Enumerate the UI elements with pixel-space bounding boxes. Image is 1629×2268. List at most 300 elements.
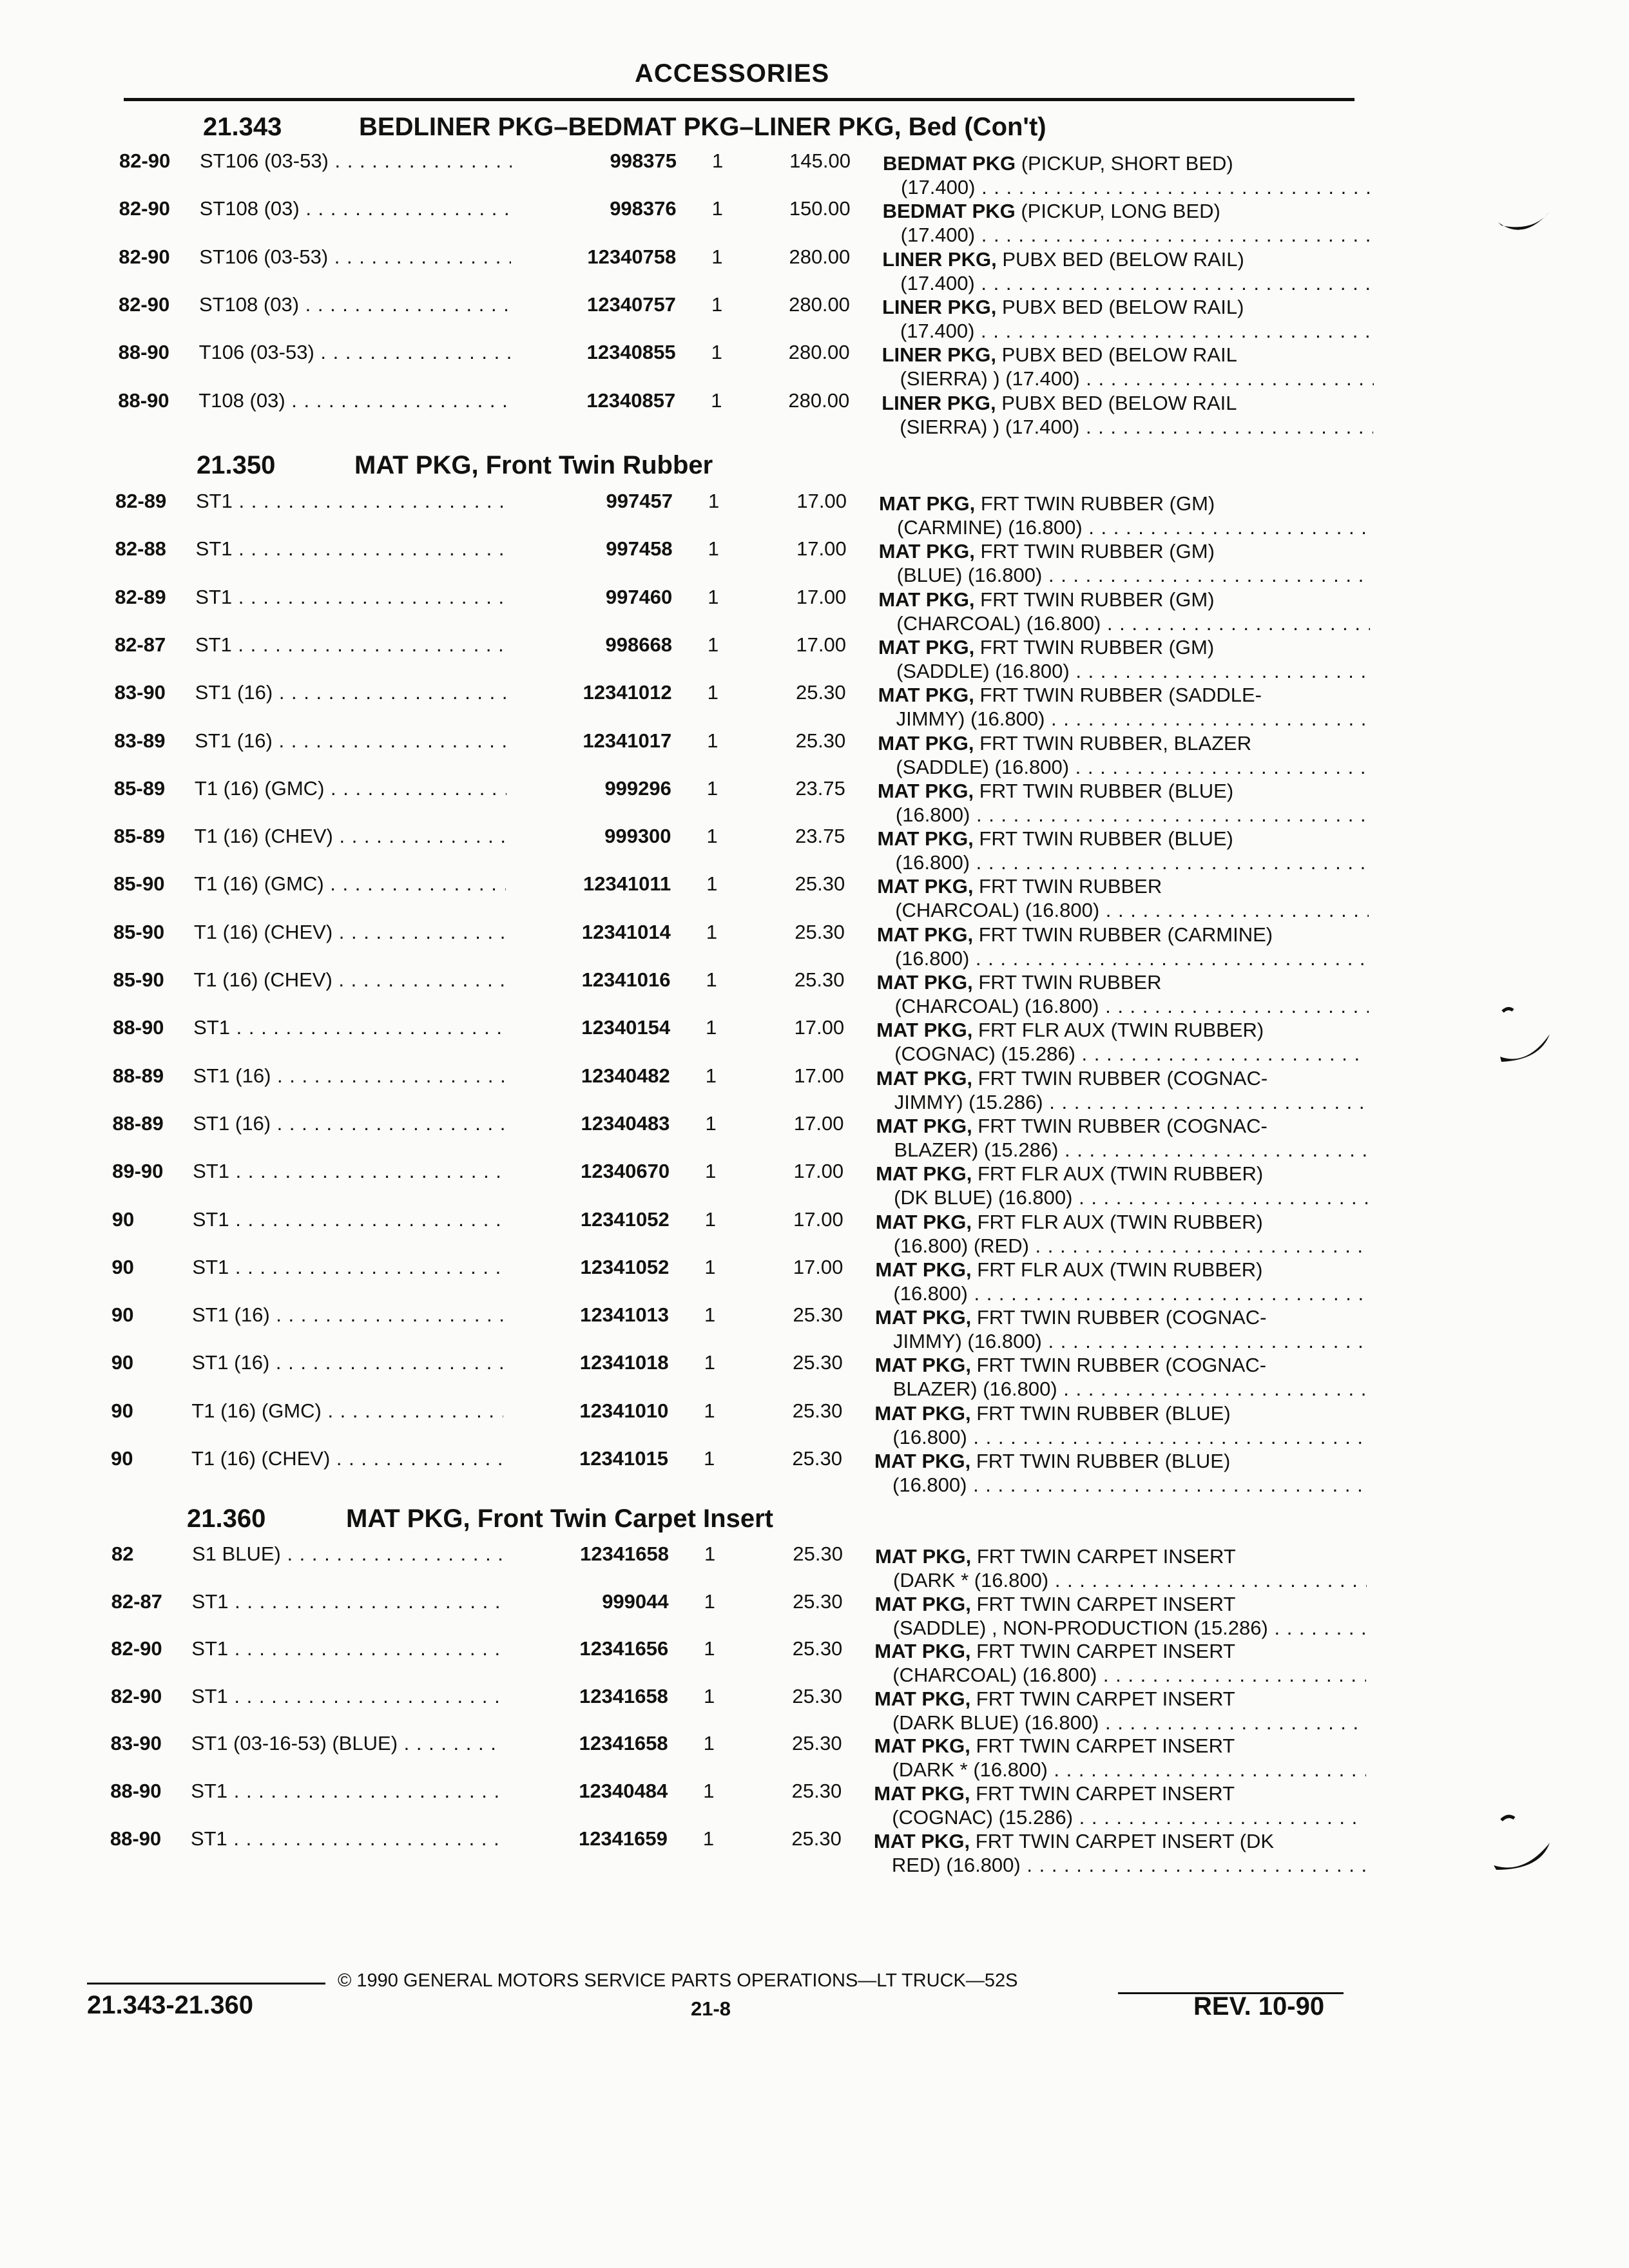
description-cell: [882, 247, 1359, 295]
table-row: [0, 149, 1629, 197]
table-row: [0, 1447, 1629, 1495]
part-number-cell: 12341016: [506, 968, 671, 992]
quantity-cell: 1: [704, 1447, 715, 1470]
section-number: 21.343: [203, 113, 282, 141]
price-cell: 280.00: [789, 245, 851, 268]
quantity-cell: 1: [711, 197, 723, 220]
description-continuation: [879, 563, 1371, 587]
price-cell: 25.30: [792, 1637, 843, 1660]
price-cell: 25.30: [792, 1732, 842, 1755]
years-cell: 90: [111, 1303, 134, 1327]
table-row: [0, 1160, 1629, 1207]
description-keyword: MAT PKG,: [876, 1162, 972, 1186]
quantity-cell: 1: [706, 825, 718, 848]
price-cell: 25.30: [792, 1684, 842, 1707]
description-continuation-text: (17.400): [900, 224, 976, 247]
description-keyword: MAT PKG,: [874, 1401, 971, 1425]
description-cell: [883, 199, 1360, 247]
description-text: FRT TWIN RUBBER (BLUE): [974, 779, 1234, 802]
description-text: FRT TWIN RUBBER (GM): [974, 588, 1215, 611]
description-text: (PICKUP, LONG BED): [1015, 200, 1220, 223]
quantity-cell: 1: [703, 1780, 715, 1802]
price-cell: 17.00: [794, 1064, 844, 1087]
price-cell: 17.00: [796, 633, 846, 656]
description-continuation: [877, 947, 1369, 970]
description-cell: [874, 1829, 1351, 1877]
description-text: FRT TWIN RUBBER: [973, 875, 1162, 898]
price-cell: 25.30: [795, 872, 845, 896]
part-number-cell: 997460: [507, 586, 672, 609]
part-number-cell: 997458: [508, 537, 673, 561]
description-keyword: MAT PKG,: [877, 875, 974, 898]
years-cell: 82-89: [115, 585, 166, 608]
description-continuation-text: (DARK * (16.800): [893, 1569, 1049, 1591]
quantity-cell: 1: [704, 1542, 716, 1565]
model-text: ST1 (16): [192, 1303, 270, 1327]
description-keyword: MAT PKG,: [874, 1450, 971, 1472]
price-cell: 17.00: [793, 1255, 843, 1278]
description-cell: [879, 539, 1356, 587]
description-continuation: [878, 659, 1370, 683]
description-cell: [882, 295, 1359, 343]
model-text: T106 (03-53): [198, 341, 314, 364]
model-text: ST1: [195, 537, 233, 561]
description-cell: [882, 343, 1359, 390]
years-cell: 82-87: [111, 1590, 162, 1613]
model-text: ST1: [196, 490, 233, 512]
price-cell: 17.00: [793, 1207, 843, 1231]
quantity-cell: 1: [711, 245, 723, 268]
part-number-cell: 998376: [512, 197, 677, 220]
part-number-cell: 997457: [508, 490, 673, 513]
section-number: 21.350: [197, 451, 276, 479]
description-keyword: MAT PKG,: [874, 1592, 971, 1615]
description-text: FRT TWIN RUBBER (BLUE): [970, 1450, 1231, 1472]
description-text: FRT TWIN RUBBER, BLAZER: [974, 731, 1252, 754]
model-text: ST1: [195, 585, 233, 608]
table-row: [0, 1303, 1629, 1351]
years-cell: 82: [111, 1542, 134, 1565]
description-keyword: MAT PKG,: [875, 1306, 972, 1329]
description-keyword: MAT PKG,: [876, 1066, 973, 1090]
description-continuation: [874, 1425, 1366, 1449]
model-text: ST108 (03): [199, 197, 300, 220]
description-keyword: MAT PKG,: [874, 1735, 970, 1758]
quantity-cell: 1: [705, 1064, 717, 1087]
description-continuation-text: (16.800): [895, 803, 970, 826]
description-continuation: [878, 850, 1369, 874]
years-cell: 82-87: [114, 633, 166, 656]
description-continuation: [877, 994, 1369, 1018]
description-cell: [875, 1305, 1352, 1353]
quantity-cell: 1: [703, 1732, 715, 1755]
years-cell: 83-89: [114, 729, 166, 752]
description-continuation-text: (16.800): [894, 947, 970, 970]
section-header: [187, 1504, 1153, 1538]
model-text: ST1 (03-16-53) (BLUE): [191, 1732, 398, 1755]
table-row: [0, 293, 1629, 341]
description-continuation: [882, 367, 1374, 390]
quantity-cell: 1: [705, 1160, 717, 1183]
description-text: FRT FLR AUX (TWIN RUBBER): [971, 1258, 1263, 1281]
description-cell: [874, 1734, 1351, 1782]
part-number-cell: 999044: [504, 1590, 669, 1613]
description-text: FRT FLR AUX (TWIN RUBBER): [972, 1210, 1263, 1233]
model-text: T1 (16) (GMC): [194, 872, 324, 896]
description-continuation: [876, 1234, 1367, 1258]
table-row: [0, 1064, 1629, 1112]
description-text: PUBX BED (BELOW RAIL): [996, 247, 1244, 271]
table-row: [0, 197, 1629, 245]
table-row: [0, 1685, 1629, 1733]
description-continuation-text: (16.800): [893, 1282, 968, 1305]
model-text: ST1 (16): [195, 681, 273, 704]
description-cell: [878, 635, 1355, 683]
quantity-cell: 1: [708, 537, 719, 561]
model-text: T108 (03): [198, 389, 285, 412]
description-text: FRT TWIN CARPET INSERT: [970, 1687, 1235, 1710]
years-cell: 82-89: [115, 490, 167, 512]
description-continuation-text: (CHARCOAL) (16.800): [894, 995, 1099, 1017]
years-cell: 90: [111, 1399, 133, 1422]
quantity-cell: 1: [703, 1684, 715, 1707]
description-continuation-text: (CARMINE) (16.800): [897, 516, 1083, 539]
description-text: FRT TWIN CARPET INSERT: [970, 1640, 1236, 1663]
price-cell: 25.30: [795, 920, 845, 943]
model-text: T1 (16) (CHEV): [191, 1447, 331, 1470]
description-keyword: MAT PKG,: [877, 779, 974, 802]
description-cell: [875, 1353, 1352, 1401]
description-cell: [878, 588, 1355, 635]
description-continuation: [875, 1616, 1367, 1640]
price-cell: 25.30: [793, 1590, 843, 1613]
description-continuation-text: (17.400): [900, 271, 975, 294]
description-keyword: MAT PKG,: [874, 1687, 971, 1710]
part-number-cell: 12341658: [503, 1732, 668, 1755]
description-continuation-text: (SADDLE) (16.800): [896, 659, 1070, 682]
description-keyword: MAT PKG,: [878, 588, 975, 611]
table-row: [0, 1590, 1629, 1638]
description-continuation: [874, 1853, 1365, 1877]
description-continuation: [874, 1663, 1366, 1687]
description-continuation: [882, 319, 1374, 343]
table-row: [0, 586, 1629, 633]
description-continuation-text: (COGNAC) (15.286): [894, 1043, 1075, 1066]
description-continuation-text: (BLUE) (16.800): [896, 564, 1043, 587]
quantity-cell: 1: [704, 1590, 715, 1613]
footer-page-number: 21-8: [691, 1997, 731, 2020]
description-continuation: [874, 1711, 1366, 1735]
description-cell: [882, 391, 1358, 439]
quantity-cell: 1: [707, 633, 719, 656]
binder-mark-icon: [1495, 1005, 1553, 1076]
years-cell: 89-90: [112, 1160, 164, 1183]
part-number-cell: 12340758: [511, 245, 676, 269]
price-cell: 25.30: [792, 1447, 842, 1470]
description-continuation-text: (16.800): [892, 1474, 967, 1496]
model-text: ST1: [193, 1016, 230, 1039]
quantity-cell: 1: [708, 585, 719, 608]
years-cell: 82-90: [111, 1637, 162, 1660]
page-title: ACCESSORIES: [635, 59, 830, 88]
description-cell: [877, 874, 1354, 922]
table-row: [0, 921, 1629, 968]
price-cell: 280.00: [789, 293, 850, 316]
description-continuation-text: (CHARCOAL) (16.800): [896, 611, 1101, 635]
price-cell: 17.00: [796, 585, 847, 608]
section-header: [197, 451, 1163, 485]
description-text: FRT TWIN CARPET INSERT (DK: [970, 1829, 1275, 1852]
description-continuation: [878, 611, 1370, 635]
table-row: [0, 1780, 1629, 1827]
description-text: FRT TWIN RUBBER (GM): [975, 492, 1215, 515]
description-cell: [876, 1018, 1353, 1066]
model-text: T1 (16) (GMC): [194, 776, 325, 800]
section-header: [203, 113, 1170, 146]
years-cell: 85-90: [113, 968, 164, 991]
section-title: MAT PKG, Front Twin Carpet Insert: [346, 1504, 773, 1533]
description-cell: [876, 1114, 1353, 1162]
section-number: 21.360: [187, 1504, 266, 1533]
model-text: T1 (16) (CHEV): [194, 825, 333, 848]
years-cell: 90: [111, 1207, 135, 1231]
description-continuation-text: (SIERRA) ) (17.400): [900, 367, 1080, 390]
description-continuation-text: (DK BLUE) (16.800): [894, 1186, 1073, 1209]
table-row: [0, 681, 1629, 729]
model-text: ST1 (16): [193, 1064, 271, 1087]
quantity-cell: 1: [706, 776, 718, 800]
years-cell: 88-90: [118, 389, 169, 412]
years-cell: 88-90: [113, 1016, 164, 1039]
years-cell: 85-90: [113, 920, 165, 943]
part-number-cell: 12341052: [505, 1208, 670, 1231]
quantity-cell: 1: [702, 1827, 715, 1850]
model-text: ST1: [191, 1780, 228, 1802]
price-cell: 280.00: [788, 389, 850, 412]
part-number-cell: 12340484: [503, 1780, 668, 1803]
description-keyword: BEDMAT PKG: [882, 200, 1016, 223]
description-keyword: LINER PKG,: [882, 391, 996, 414]
description-cell: [876, 1162, 1353, 1209]
part-number-cell: 12340670: [505, 1160, 670, 1183]
description-keyword: MAT PKG,: [877, 827, 974, 850]
description-text: FRT TWIN RUBBER: [972, 971, 1162, 994]
description-text: FRT TWIN CARPET INSERT: [970, 1735, 1235, 1758]
years-cell: 90: [111, 1351, 134, 1374]
table-row: [0, 825, 1629, 872]
model-text: ST1: [191, 1637, 229, 1660]
table-row: [0, 1542, 1629, 1590]
years-cell: 82-90: [119, 197, 170, 220]
table-row: [0, 1256, 1629, 1303]
section-title: BEDLINER PKG–BEDMAT PKG–LINER PKG, Bed (Con't): [359, 113, 1046, 141]
price-cell: 25.30: [794, 968, 845, 991]
description-continuation-text: JIMMY) (16.800): [896, 707, 1045, 731]
model-text: T1 (16) (CHEV): [193, 968, 333, 991]
description-cell: [875, 1592, 1352, 1640]
quantity-cell: 1: [706, 1016, 717, 1039]
years-cell: 82-90: [119, 245, 170, 268]
description-cell: [874, 1782, 1351, 1829]
footer-rule-left: [87, 1983, 325, 1984]
part-number-cell: 12341017: [506, 729, 671, 753]
description-keyword: MAT PKG,: [875, 1545, 972, 1568]
description-text: FRT TWIN CARPET INSERT: [971, 1545, 1236, 1568]
description-text: FRT TWIN RUBBER (CARMINE): [973, 923, 1273, 946]
model-text: ST1: [191, 1590, 229, 1613]
part-number-cell: 12340857: [510, 389, 675, 412]
model-text: ST1: [192, 1255, 229, 1278]
quantity-cell: 1: [706, 968, 717, 991]
description-text: FRT TWIN RUBBER (SADDLE-: [974, 684, 1262, 707]
price-cell: 25.30: [793, 1351, 843, 1374]
description-text: FRT TWIN RUBBER (COGNAC-: [972, 1114, 1268, 1137]
table-row: [0, 968, 1629, 1016]
model-text: ST1: [193, 1160, 229, 1183]
description-text: (PICKUP, SHORT BED): [1016, 152, 1233, 175]
description-cell: [875, 1544, 1352, 1592]
price-cell: 25.30: [795, 729, 846, 752]
part-number-cell: 12341013: [504, 1303, 669, 1327]
description-text: PUBX BED (BELOW RAIL): [996, 295, 1244, 318]
description-continuation-text: BLAZER) (15.286): [894, 1138, 1059, 1161]
quantity-cell: 1: [704, 1255, 716, 1278]
description-cell: [876, 1210, 1353, 1258]
quantity-cell: 1: [712, 149, 724, 172]
model-text: ST108 (03): [198, 293, 300, 316]
binder-mark-icon: [1495, 206, 1553, 245]
price-cell: 23.75: [795, 776, 845, 800]
part-number-cell: 999296: [506, 777, 671, 800]
price-cell: 280.00: [788, 341, 850, 364]
description-keyword: LINER PKG,: [882, 295, 997, 318]
description-keyword: MAT PKG,: [879, 492, 976, 515]
part-number-cell: 12340482: [505, 1064, 670, 1088]
section-title: MAT PKG, Front Twin Rubber: [354, 451, 713, 479]
table-row: [0, 777, 1629, 825]
description-continuation-text: (16.800): [895, 851, 970, 874]
part-number-cell: 998668: [507, 633, 672, 657]
description-continuation: [878, 803, 1369, 827]
table-row: [0, 633, 1629, 681]
years-cell: 82-90: [118, 293, 170, 316]
years-cell: 88-90: [110, 1827, 162, 1850]
quantity-cell: 1: [708, 490, 720, 512]
table-row: [0, 389, 1629, 437]
model-text: T1 (16) (GMC): [191, 1399, 322, 1422]
description-text: FRT TWIN RUBBER (BLUE): [970, 1401, 1231, 1425]
years-cell: 88-89: [112, 1064, 164, 1087]
description-continuation-text: JIMMY) (16.800): [893, 1330, 1042, 1353]
table-row: [0, 1827, 1629, 1875]
description-text: FRT TWIN RUBBER (BLUE): [973, 827, 1233, 850]
model-text: ST1: [191, 1684, 228, 1707]
footer-copyright: © 1990 GENERAL MOTORS SERVICE PARTS OPERATIONS—LT TRUCK—52S: [338, 1970, 1018, 1991]
price-cell: 17.00: [796, 537, 847, 561]
years-cell: 88-90: [118, 341, 169, 364]
part-number-cell: 12341658: [503, 1685, 668, 1708]
part-number-cell: 12340483: [505, 1112, 670, 1135]
description-keyword: MAT PKG,: [876, 923, 974, 946]
years-cell: 83-90: [114, 681, 166, 704]
description-cell: [878, 731, 1354, 779]
description-continuation: [879, 515, 1371, 539]
model-text: ST1 (16): [195, 729, 273, 752]
years-cell: 83-90: [110, 1732, 162, 1755]
price-cell: 17.00: [793, 1160, 844, 1183]
description-continuation: [883, 223, 1374, 247]
description-continuation: [882, 415, 1373, 439]
part-number-cell: 12340154: [505, 1016, 670, 1039]
quantity-cell: 1: [707, 681, 718, 704]
description-keyword: MAT PKG,: [878, 635, 975, 658]
table-row: [0, 872, 1629, 920]
model-text: T1 (16) (CHEV): [193, 920, 333, 943]
description-cell: [879, 492, 1356, 539]
part-number-cell: 12341014: [506, 921, 671, 944]
model-text: ST106 (03-53): [200, 149, 329, 172]
price-cell: 25.30: [793, 1303, 843, 1327]
model-text: ST106 (03-53): [199, 245, 329, 268]
description-cell: [878, 779, 1354, 827]
description-continuation: [875, 1568, 1367, 1592]
table-row: [0, 1016, 1629, 1064]
description-continuation-text: (CHARCOAL) (16.800): [892, 1664, 1097, 1687]
quantity-cell: 1: [704, 1399, 715, 1422]
part-number-cell: 12341015: [503, 1447, 668, 1470]
model-text: ST1: [195, 633, 232, 656]
model-text: S1 BLUE): [192, 1542, 281, 1565]
description-continuation: [874, 1758, 1366, 1782]
description-continuation-text: (CHARCOAL) (16.800): [895, 899, 1100, 922]
description-text: FRT TWIN CARPET INSERT: [970, 1592, 1236, 1615]
description-keyword: LINER PKG,: [882, 247, 997, 271]
part-number-cell: 12341011: [506, 872, 671, 896]
footer-revision: REV. 10-90: [1193, 1992, 1325, 2021]
top-rule: [124, 98, 1354, 101]
description-continuation-text: JIMMY) (15.286): [894, 1090, 1043, 1113]
years-cell: 85-89: [113, 825, 165, 848]
description-continuation-text: (16.800): [892, 1425, 967, 1448]
table-row: [0, 490, 1629, 537]
description-text: FRT FLR AUX (TWIN RUBBER): [972, 1162, 1264, 1186]
description-text: FRT TWIN RUBBER (GM): [974, 635, 1215, 658]
description-continuation: [875, 1377, 1367, 1401]
years-cell: 88-89: [112, 1111, 164, 1135]
description-continuation-text: (17.400): [901, 176, 976, 198]
description-cell: [876, 1066, 1353, 1114]
quantity-cell: 1: [707, 729, 718, 752]
description-cell: [874, 1639, 1351, 1687]
price-cell: 25.30: [793, 1542, 843, 1565]
price-cell: 17.00: [796, 490, 847, 512]
part-number-cell: 12341012: [507, 681, 672, 704]
years-cell: 88-90: [110, 1780, 162, 1802]
table-row: [0, 537, 1629, 585]
description-cell: [878, 827, 1354, 874]
price-cell: 25.30: [791, 1827, 842, 1850]
description-text: PUBX BED (BELOW RAIL: [996, 391, 1237, 414]
table-row: [0, 245, 1629, 293]
description-continuation: [876, 1138, 1367, 1162]
description-cell: [878, 683, 1355, 731]
description-continuation: [875, 1329, 1367, 1353]
description-continuation: [883, 175, 1374, 199]
table-row: [0, 729, 1629, 777]
years-cell: 82-88: [115, 537, 166, 561]
table-row: [0, 1637, 1629, 1685]
description-continuation-text: (SIERRA) ) (17.400): [900, 415, 1080, 438]
